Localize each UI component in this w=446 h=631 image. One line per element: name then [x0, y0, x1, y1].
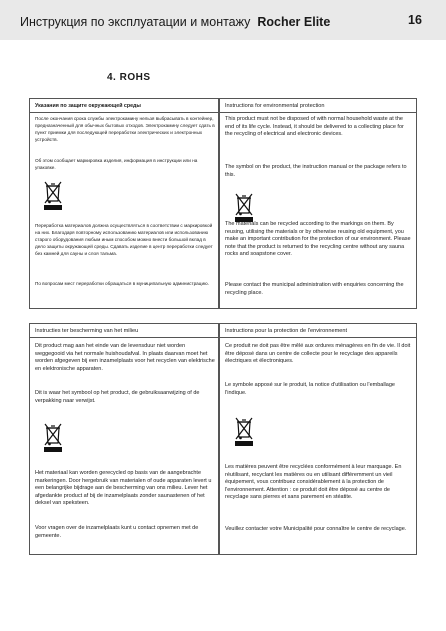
box-en: [219, 98, 417, 309]
box-title-fr: Instructions pour la protection de l'environnement: [220, 324, 416, 338]
header-title: [20, 15, 330, 29]
en-paragraph-1: This product must not be disposed of with normal household waste at the end of its life cycle. Instead, it should be delivered to a collecting place for the recycling of electrical and electronic devices.: [225, 116, 404, 138]
ru-paragraph-2: Об этом сообщает маркировка изделия, информация в инструкции или на упаковке.: [35, 158, 198, 170]
section-title: 4. ROHS: [107, 72, 151, 83]
fr-paragraph-3: Les matières peuvent être recyclées conformément à leur marquage. En réutilisant, recyclant les matières ou en utilisant différemment un vieil équipement, vous contribuez considérablement à la protection de l'environnement. Attention : ce produit doit être déposé au centre de recyclage sans pierres et sans parement en stéatite.: [225, 464, 402, 501]
nl-paragraph-1: Dit product mag aan het einde van de levensduur niet worden weggegooid via het normale huishoudafval. In plaats daarvan moet het worden afgegeven bij een inzamelplaats voor het recyclen van elektrische en elektronische apparaten.: [35, 343, 215, 372]
box-nl: [29, 323, 219, 555]
box-title-en: Instructions for environmental protection: [220, 99, 416, 113]
box-ru: [29, 98, 219, 309]
ru-paragraph-3: Переработка материалов должна осуществляться в соответствии с маркировкой на них. Благодаря повторному использованию материалов или использованию старого оборудования любым иным способом можно внести большой вклад в дело защиты окружающей среды. Сдавать изделие в центр переработки следует без камней для сауны и слоя тальма.: [35, 223, 213, 256]
weee-icon: [233, 191, 255, 223]
nl-paragraph-4: Voor vragen over de inzamelplaats kunt u contact opnemen met de gemeente.: [35, 525, 199, 539]
weee-icon: [42, 421, 64, 453]
ru-paragraph-1: После окончания срока службы электрокамину нельзя выбрасывать в контейнер, предназначенный для обычных бытовых отходов. Электрокамину следует сдать в пункт приемки для последующей переработки электрических и электронных устройств.: [35, 116, 215, 142]
ru-paragraph-4: По вопросам мест переработки обращаться в муниципальную администрацию.: [35, 281, 209, 286]
nl-paragraph-3: Het materiaal kan worden gerecycled op basis van de aangebrachte markeringen. Door hergebruik van materialen of oude apparaten levert u een belangrijke bijdrage aan de bescherming van ons milieu. Lever het afgedankte product af bij de inzamelplaats zonder saunastenen of het deksel van speksteen.: [35, 470, 212, 507]
brand-name: Rocher Elite: [257, 15, 331, 29]
manual-title: Инструкция по эксплуатации и монтажу: [20, 15, 251, 29]
box-title-nl: Instructies ter bescherming van het milieu: [30, 324, 218, 338]
fr-paragraph-1: Ce produit ne doit pas être mêlé aux ordures ménagères en fin de vie. Il doit être déposé dans un centre de collecte pour le recyclage des appareils électriques et électroniques.: [225, 343, 411, 365]
en-paragraph-2: The symbol on the product, the instruction manual or the package refers to this.: [225, 164, 407, 178]
weee-icon: [233, 415, 255, 447]
box-fr: [219, 323, 417, 555]
fr-paragraph-4: Veuillez contacter votre Municipalité pour connaître le centre de recyclage.: [225, 526, 407, 532]
weee-icon: [42, 179, 64, 211]
page-number: 16: [408, 13, 422, 27]
en-paragraph-4: Please contact the municipal administration with enquiries concerning the recycling place.: [225, 282, 404, 296]
box-title-ru: Указания по защите окружающей среды: [30, 99, 218, 113]
en-paragraph-3: The materials can be recycled according to the markings on them. By reusing, utilising the materials or by otherwise reusing old equipment, you make an important contribution for the protection of our environment. Please note that the product is returned to the recycling centre without any sauna rocks and soapstone cover.: [225, 221, 411, 258]
page-header: [0, 0, 446, 40]
nl-paragraph-2: Dit is waar het symbool op het product, de gebruiksaanwijzing of de verpakking naar verwijst.: [35, 390, 200, 404]
fr-paragraph-2: Le symbole apposé sur le produit, la notice d'utilisation ou l'emballage l'indique.: [225, 382, 395, 396]
